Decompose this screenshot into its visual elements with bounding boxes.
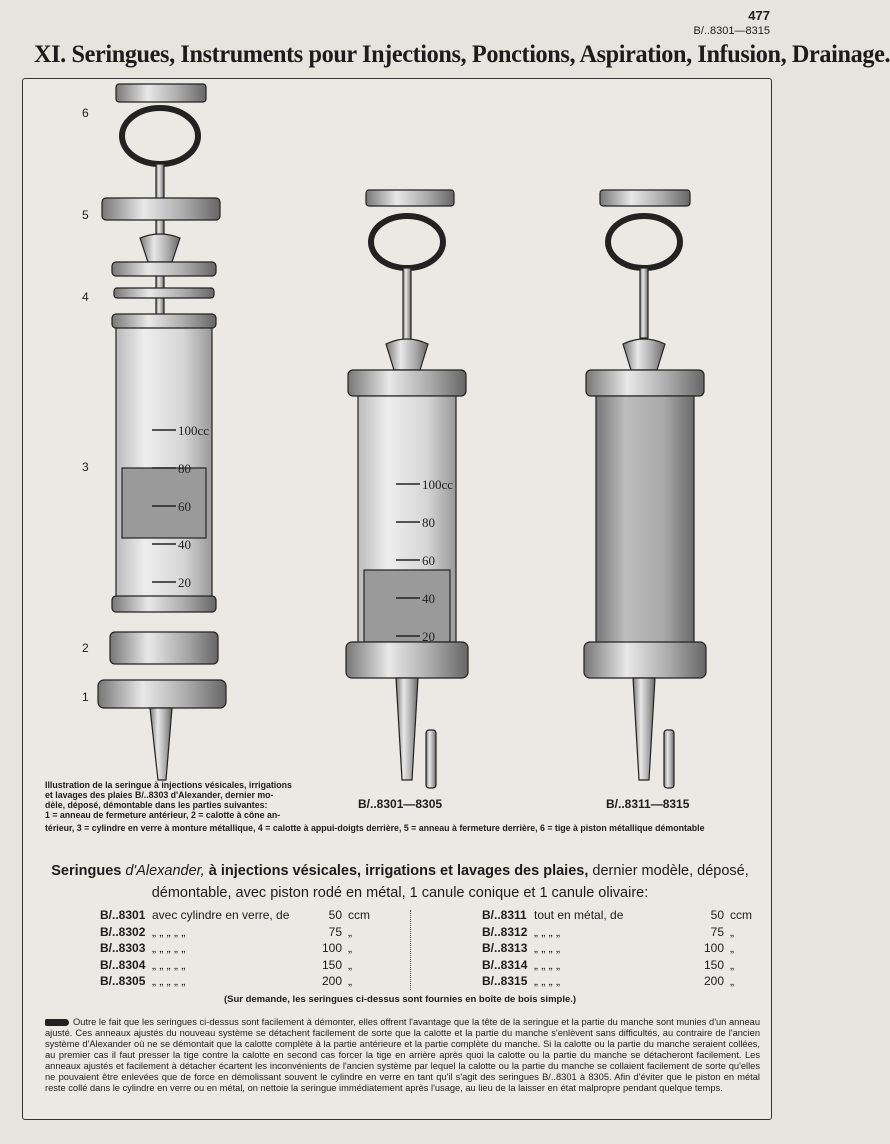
column-divider — [410, 910, 411, 990]
heading-lead: Seringues — [51, 863, 122, 879]
table-row — [482, 924, 764, 941]
part-label-3: 3 — [82, 460, 89, 474]
piston-left — [122, 468, 206, 538]
olive-cannula — [426, 730, 436, 788]
reference-range: B/..8301—8315 — [693, 25, 770, 37]
part-label-6: 6 — [82, 106, 89, 120]
cell-desc: „ „ „ „ „ — [152, 924, 186, 939]
cell-code: B/..8302 — [100, 924, 146, 939]
cell-code: B/..8313 — [482, 941, 528, 955]
packaging-note: (Sur demande, les seringues ci-dessus sont fournies en boîte de bois simple.) — [223, 994, 577, 1005]
pointing-hand-icon — [45, 1019, 69, 1026]
olive-cannula — [664, 730, 674, 788]
caption-line: Illustration de la seringue à injections vésicales, irrigations — [45, 780, 292, 790]
cell-desc: tout en métal, de — [534, 908, 624, 922]
page-title: XI. Seringues, Instruments pour Injections, Ponctions, Aspiration, Infusion, Drainage. — [34, 41, 890, 68]
paragraph-text: Outre le fait que les seringues ci-dessus sont facilement à démonter, elles offrent l'avantage que la tête de la seringue et la partie du manche sont munies d'un anneau ajusté. Ces anneaux ajustés du nouveau système se détachent facilement de sorte que la calotte et la partie du manche s'enlèvent sans difficultés, au contraire de l'ancien système d'Alexander où ne se démontait que la calotte complète à la partie antérieure et la partie complète du manche. Si la calotte ou la partie du manche seraient collées, au premier cas il faut presser la tige contre la calotte en second cas forcer la tige en arrière après quoi la calotte ou la partie du manche se détacheront facilement. Les anneaux ajustés et facilement à détacher écartent les inconvénients de l'ancien système par lequel la calotte ou la partie du manche se collaient facilement de sorte qu'elles ne pouvaient être enlevées que de force en démolissant souvent le cylindre en verre en tant qu'il s'agit des seringues B/..8301 à 8305. Afin d'éviter que le piston en métal reste collé dans le cylindre en verre ou en métal, on nettoie la seringue immédiatement après l'usage, au lieu de la laisser en état malpropre pendant quelque temps. — [45, 1017, 760, 1093]
cell-desc: „ „ „ „ „ — [152, 941, 186, 955]
cell-desc: „ „ „ „ — [534, 924, 560, 939]
cell-volume: 200 — [703, 974, 724, 988]
cell-desc: „ „ „ „ — [534, 957, 560, 972]
nozzle-left — [150, 708, 172, 780]
cell-code: B/..8305 — [100, 974, 146, 988]
page-number: 477 — [748, 8, 770, 23]
product-heading — [40, 860, 760, 904]
figure-caption — [45, 780, 345, 820]
part-label-5: 5 — [82, 208, 89, 222]
cell-unit: „ — [730, 924, 734, 939]
graduation-label: 60 — [178, 499, 191, 514]
cell-unit: „ — [730, 957, 734, 972]
table-row — [100, 940, 382, 957]
cell-unit: „ — [348, 957, 352, 972]
table-row — [482, 940, 764, 957]
cell-unit: „ — [348, 974, 352, 988]
metal-cylinder-right — [596, 396, 694, 650]
cell-volume: 75 — [328, 924, 342, 939]
graduation-label: 20 — [178, 575, 191, 590]
piston-handle — [116, 84, 206, 102]
graduation-label: 80 — [422, 515, 435, 530]
graduation-label: 60 — [422, 553, 435, 568]
cell-code: B/..8311 — [482, 908, 527, 922]
cell-desc: „ „ „ „ — [534, 941, 560, 955]
cell-unit: ccm — [348, 908, 370, 922]
graduation-label: 100cc — [178, 423, 210, 438]
cell-unit: „ — [348, 941, 352, 955]
cell-volume: 50 — [710, 908, 724, 922]
graduation-label: 100cc — [422, 477, 454, 492]
rear-cap — [140, 234, 180, 262]
heading-line2: démontable, avec piston rodé en métal, 1 canule conique et 1 canule olivaire: — [151, 885, 649, 901]
cell-unit: „ — [730, 974, 734, 988]
cell-code: B/..8315 — [482, 974, 528, 988]
caption-line: 1 = anneau de fermeture antérieur, 2 = calotte à cône an- — [45, 810, 281, 820]
model-range-glass: B/..8301—8305 — [358, 797, 443, 811]
cell-code: B/..8301 — [100, 908, 146, 922]
heading-name: d'Alexander, — [125, 863, 205, 879]
table-row — [482, 973, 764, 990]
graduation-label: 40 — [422, 591, 435, 606]
front-cap — [110, 632, 218, 664]
heading-mid: à injections vésicales, irrigations et lavages des plaies, — [208, 863, 589, 879]
part-label-1: 1 — [82, 690, 89, 704]
product-table-metal — [482, 907, 764, 990]
cell-desc: avec cylindre en verre, de — [152, 908, 290, 922]
cell-volume: 75 — [710, 924, 724, 939]
rear-ring — [102, 198, 220, 220]
cell-volume: 50 — [328, 908, 342, 922]
table-row — [100, 907, 382, 924]
cell-volume: 150 — [703, 957, 724, 972]
table-row — [100, 924, 382, 941]
product-table-glass — [100, 907, 382, 990]
table-row — [482, 957, 764, 974]
cell-desc: „ „ „ „ „ — [152, 974, 186, 988]
table-row — [100, 957, 382, 974]
cell-desc: „ „ „ „ „ — [152, 957, 186, 972]
table-row — [100, 973, 382, 990]
glass-cylinder-left — [116, 324, 212, 600]
caption-line: dèle, déposé, démontable dans les parties suivantes: — [45, 800, 268, 810]
cell-code: B/..8312 — [482, 924, 528, 939]
caption-continuation: térieur, 3 = cylindre en verre à monture métallique, 4 = calotte à appui-doigts derrière, 5 = anneau à fermeture derrière, 6 = tige à piston métallique démontable — [45, 823, 705, 833]
cell-volume: 200 — [321, 974, 342, 988]
piston-handle — [366, 190, 454, 206]
caption-line: et lavages des plaies B/..8303 d'Alexander, dernier mo- — [45, 790, 274, 800]
cell-desc: „ „ „ „ — [534, 974, 560, 988]
piston-handle — [600, 190, 690, 206]
graduation-label: 80 — [178, 461, 191, 476]
cell-code: B/..8314 — [482, 957, 528, 972]
finger-ring — [122, 108, 198, 164]
cell-volume: 150 — [321, 957, 342, 972]
cell-code: B/..8303 — [100, 941, 146, 955]
cell-unit: ccm — [730, 908, 752, 922]
metal-syringe — [584, 190, 706, 788]
table-row — [482, 907, 764, 924]
graduation-label: 20 — [422, 629, 435, 644]
graduation-label: 40 — [178, 537, 191, 552]
heading-rest: dernier modèle, déposé, — [592, 863, 749, 879]
part-label-4: 4 — [82, 290, 89, 304]
cell-volume: 100 — [321, 941, 342, 955]
cell-unit: „ — [730, 941, 734, 955]
cell-unit: „ — [348, 924, 352, 939]
description-paragraph — [45, 1017, 760, 1094]
syringe-illustration — [40, 80, 760, 795]
piston-middle — [364, 570, 450, 642]
part-label-2: 2 — [82, 641, 89, 655]
model-range-metal: B/..8311—8315 — [606, 797, 690, 811]
cell-volume: 100 — [703, 941, 724, 955]
cell-code: B/..8304 — [100, 957, 146, 972]
front-ring — [98, 680, 226, 708]
